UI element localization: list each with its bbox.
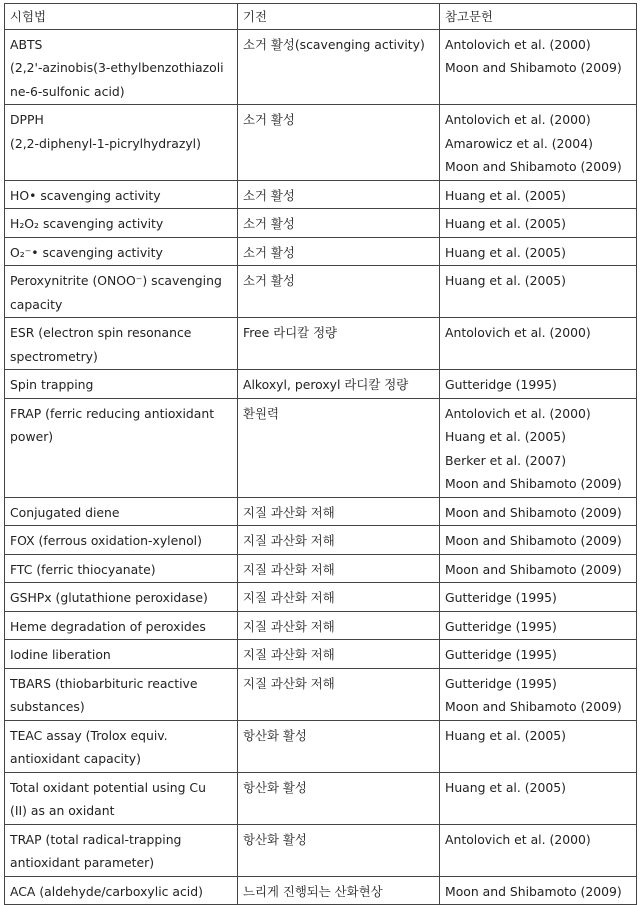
references-cell xyxy=(440,772,637,824)
table-row xyxy=(5,640,637,669)
method-cell xyxy=(5,640,238,669)
method-line: antioxidant parameter) xyxy=(10,855,155,870)
reference-line: Antolovich et al. (2000) xyxy=(445,112,591,127)
table-row xyxy=(5,824,637,876)
mechanism-cell xyxy=(238,720,440,772)
references-cell xyxy=(440,554,637,583)
references-cell xyxy=(440,583,637,612)
mechanism-text: 항산화 활성 xyxy=(243,779,307,795)
table-row xyxy=(5,180,637,209)
method-line: power) xyxy=(10,429,54,444)
table-row xyxy=(5,876,637,905)
method-cell xyxy=(5,237,238,266)
mechanism-cell xyxy=(238,772,440,824)
mechanism-cell xyxy=(238,526,440,555)
reference-line: Antolovich et al. (2000) xyxy=(445,405,591,421)
mechanism-cell xyxy=(238,611,440,640)
references-cell xyxy=(440,29,637,105)
mechanism-cell xyxy=(238,824,440,876)
reference-line: Huang et al. (2005) xyxy=(445,273,566,288)
method-line: ACA (aldehyde/carboxylic acid) xyxy=(10,883,203,899)
reference-line: Gutteridge (1995) xyxy=(445,590,557,605)
table-row xyxy=(5,583,637,612)
mechanism-cell xyxy=(238,876,440,905)
references-cell xyxy=(440,640,637,669)
method-cell xyxy=(5,720,238,772)
method-line: (II) as an oxidant xyxy=(10,803,115,818)
method-line: TRAP (total radical-trapping xyxy=(10,831,182,847)
table-row xyxy=(5,209,637,238)
method-line: Peroxynitrite (ONOO⁻) scavenging xyxy=(10,273,222,288)
reference-line: Moon and Shibamoto (2009) xyxy=(445,883,622,899)
method-line: (2,2-diphenyl-1-picrylhydrazyl) xyxy=(10,135,201,151)
reference-line: Huang et al. (2005) xyxy=(445,429,566,444)
reference-line: Moon and Shibamoto (2009) xyxy=(445,159,622,174)
mechanism-text: 느리게 진행되는 산화현상 xyxy=(243,883,383,899)
references-cell xyxy=(440,318,637,370)
method-cell xyxy=(5,876,238,905)
mechanism-text: 소거 활성 xyxy=(243,187,295,203)
method-line: HO• scavenging activity xyxy=(10,187,161,203)
references-cell xyxy=(440,105,637,181)
table-row xyxy=(5,526,637,555)
method-line: Total oxidant potential using Cu xyxy=(10,779,206,795)
mechanism-text: 지질 과산화 저해 xyxy=(243,561,335,577)
header-row xyxy=(5,4,637,30)
references-cell xyxy=(440,526,637,555)
references-cell xyxy=(440,497,637,526)
method-line: H₂O₂ scavenging activity xyxy=(10,216,164,231)
reference-line: Moon and Shibamoto (2009) xyxy=(445,561,622,577)
header-mechanism: 기전 xyxy=(238,4,440,30)
reference-line: Huang et al. (2005) xyxy=(445,779,566,795)
mechanism-text: Alkoxyl, peroxyl 라디칼 정량 xyxy=(243,377,409,392)
references-cell xyxy=(440,180,637,209)
mechanism-text: 지질 과산화 저해 xyxy=(243,504,335,520)
references-cell xyxy=(440,668,637,720)
method-cell xyxy=(5,497,238,526)
reference-line: Berker et al. (2007) xyxy=(445,452,567,468)
reference-line: Antolovich et al. (2000) xyxy=(445,325,591,340)
table-row xyxy=(5,554,637,583)
references-cell xyxy=(440,720,637,772)
method-cell xyxy=(5,105,238,181)
method-line: FTC (ferric thiocyanate) xyxy=(10,561,156,577)
reference-line: Amarowicz et al. (2004) xyxy=(445,135,593,151)
table-row xyxy=(5,266,637,318)
mechanism-cell xyxy=(238,237,440,266)
reference-line: Gutteridge (1995) xyxy=(445,647,557,662)
mechanism-text: 지질 과산화 저해 xyxy=(243,675,335,691)
method-line: FOX (ferrous oxidation-xylenol) xyxy=(10,533,202,548)
reference-line: Moon and Shibamoto (2009) xyxy=(445,60,622,75)
mechanism-text: 지질 과산화 저해 xyxy=(243,618,335,634)
reference-line: Moon and Shibamoto (2009) xyxy=(445,533,622,548)
table-row xyxy=(5,370,637,399)
mechanism-cell xyxy=(238,583,440,612)
reference-line: Antolovich et al. (2000) xyxy=(445,831,591,847)
reference-line: Moon and Shibamoto (2009) xyxy=(445,476,622,491)
table-row xyxy=(5,611,637,640)
table-row xyxy=(5,29,637,105)
method-cell xyxy=(5,29,238,105)
method-line: antioxidant capacity) xyxy=(10,751,141,766)
reference-line: Moon and Shibamoto (2009) xyxy=(445,504,622,520)
method-line: spectrometry) xyxy=(10,348,98,364)
table-row xyxy=(5,720,637,772)
references-cell xyxy=(440,237,637,266)
method-line: (2,2'-azinobis(3-ethylbenzothiazoli xyxy=(10,60,224,75)
method-line: FRAP (ferric reducing antioxidant xyxy=(10,405,215,421)
reference-line: Moon and Shibamoto (2009) xyxy=(445,699,622,714)
mechanism-cell xyxy=(238,497,440,526)
method-cell xyxy=(5,180,238,209)
method-line: ABTS xyxy=(10,36,43,52)
reference-line: Huang et al. (2005) xyxy=(445,727,566,743)
mechanism-cell xyxy=(238,105,440,181)
method-cell xyxy=(5,209,238,238)
mechanism-cell xyxy=(238,209,440,238)
mechanism-text: 환원력 xyxy=(243,405,279,421)
mechanism-text: 소거 활성 xyxy=(243,216,295,231)
references-cell xyxy=(440,824,637,876)
method-cell xyxy=(5,398,238,497)
mechanism-cell xyxy=(238,398,440,497)
method-line: Spin trapping xyxy=(10,377,94,392)
method-line: TBARS (thiobarbituric reactive xyxy=(10,675,198,691)
mechanism-text: 소거 활성(scavenging activity) xyxy=(243,36,425,52)
method-line: ESR (electron spin resonance xyxy=(10,325,192,340)
mechanism-text: 지질 과산화 저해 xyxy=(243,533,335,548)
reference-line: Gutteridge (1995) xyxy=(445,675,557,691)
method-line: GSHPx (glutathione peroxidase) xyxy=(10,590,208,605)
references-cell xyxy=(440,370,637,399)
mechanism-text: 소거 활성 xyxy=(243,244,295,260)
mechanism-cell xyxy=(238,640,440,669)
table-body xyxy=(5,29,637,905)
table-row xyxy=(5,772,637,824)
method-cell xyxy=(5,370,238,399)
mechanism-text: 지질 과산화 저해 xyxy=(243,647,335,662)
mechanism-cell xyxy=(238,266,440,318)
reference-line: Gutteridge (1995) xyxy=(445,618,557,634)
table-row xyxy=(5,398,637,497)
references-cell xyxy=(440,209,637,238)
method-cell xyxy=(5,824,238,876)
method-cell xyxy=(5,526,238,555)
references-cell xyxy=(440,876,637,905)
method-line: TEAC assay (Trolox equiv. xyxy=(10,727,168,743)
reference-line: Huang et al. (2005) xyxy=(445,187,566,203)
table-row xyxy=(5,497,637,526)
reference-line: Huang et al. (2005) xyxy=(445,244,566,260)
mechanism-text: 소거 활성 xyxy=(243,273,295,288)
method-cell xyxy=(5,318,238,370)
reference-line: Gutteridge (1995) xyxy=(445,377,557,392)
method-cell xyxy=(5,583,238,612)
method-line: Heme degradation of peroxides xyxy=(10,618,206,634)
mechanism-cell xyxy=(238,29,440,105)
reference-line: Antolovich et al. (2000) xyxy=(445,36,591,52)
method-cell xyxy=(5,772,238,824)
method-line: O₂⁻• scavenging activity xyxy=(10,244,163,260)
header-method: 시험법 xyxy=(5,4,238,30)
mechanism-text: 항산화 활성 xyxy=(243,727,307,743)
references-cell xyxy=(440,611,637,640)
header-references: 참고문헌 xyxy=(440,4,637,30)
mechanism-text: 지질 과산화 저해 xyxy=(243,590,335,605)
mechanism-text: 항산화 활성 xyxy=(243,831,307,847)
method-line: DPPH xyxy=(10,112,44,127)
table-row xyxy=(5,237,637,266)
mechanism-cell xyxy=(238,554,440,583)
mechanism-text: Free 라디칼 정량 xyxy=(243,325,338,340)
method-line: substances) xyxy=(10,699,85,714)
mechanism-text: 소거 활성 xyxy=(243,112,295,127)
mechanism-cell xyxy=(238,180,440,209)
antioxidant-method-table xyxy=(4,3,637,905)
method-line: Iodine liberation xyxy=(10,647,111,662)
table-row xyxy=(5,318,637,370)
method-cell xyxy=(5,266,238,318)
reference-line: Huang et al. (2005) xyxy=(445,216,566,231)
method-line: capacity xyxy=(10,296,63,312)
table-row xyxy=(5,105,637,181)
method-cell xyxy=(5,611,238,640)
mechanism-cell xyxy=(238,318,440,370)
method-line: ne-6-sulfonic acid) xyxy=(10,83,125,99)
references-cell xyxy=(440,398,637,497)
table-row xyxy=(5,668,637,720)
method-cell xyxy=(5,668,238,720)
mechanism-cell xyxy=(238,668,440,720)
method-line: Conjugated diene xyxy=(10,504,120,520)
references-cell xyxy=(440,266,637,318)
method-cell xyxy=(5,554,238,583)
mechanism-cell xyxy=(238,370,440,399)
